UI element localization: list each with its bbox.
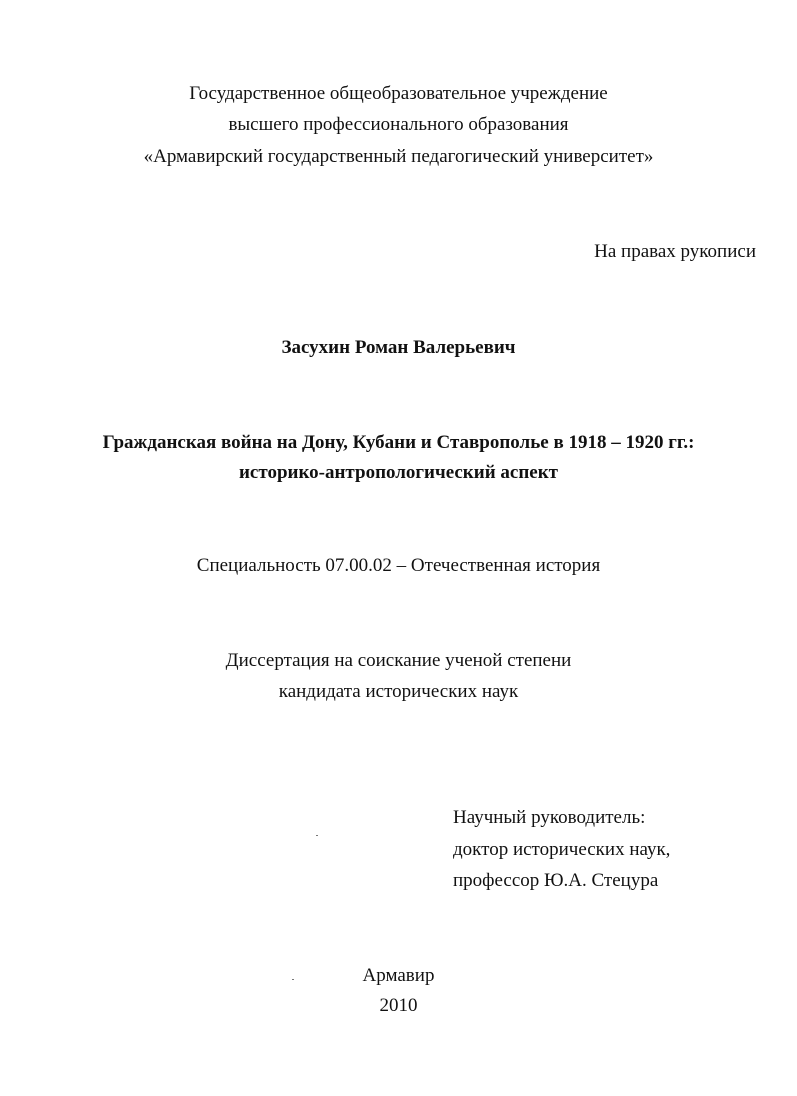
degree-line-1: Диссертация на соискание ученой степени	[225, 650, 572, 671]
institution-line-1: Государственное общеобразовательное учреждение	[189, 83, 608, 104]
manuscript-note: На правах рукописи	[594, 241, 756, 262]
author-name: Засухин Роман Валерьевич	[281, 337, 516, 358]
degree-line-2: кандидата исторических наук	[278, 681, 519, 702]
supervisor-name: профессор Ю.А. Стецура	[453, 870, 659, 891]
year: 2010	[379, 995, 418, 1016]
dissertation-title-line-2: историко-антропологический аспект	[238, 462, 558, 483]
scan-speck	[292, 979, 294, 980]
institution-line-2: высшего профессионального образования	[228, 114, 569, 135]
dissertation-title-line-1: Гражданская война на Дону, Кубани и Ставрополье в 1918 – 1920 гг.:	[102, 432, 695, 453]
specialty: Специальность 07.00.02 – Отечественная история	[196, 555, 601, 576]
scan-speck	[316, 835, 318, 836]
institution-line-3: «Армавирский государственный педагогический университет»	[143, 146, 654, 167]
supervisor-label: Научный руководитель:	[453, 807, 646, 828]
city: Армавир	[362, 965, 435, 986]
supervisor-degree: доктор исторических наук,	[453, 839, 671, 860]
